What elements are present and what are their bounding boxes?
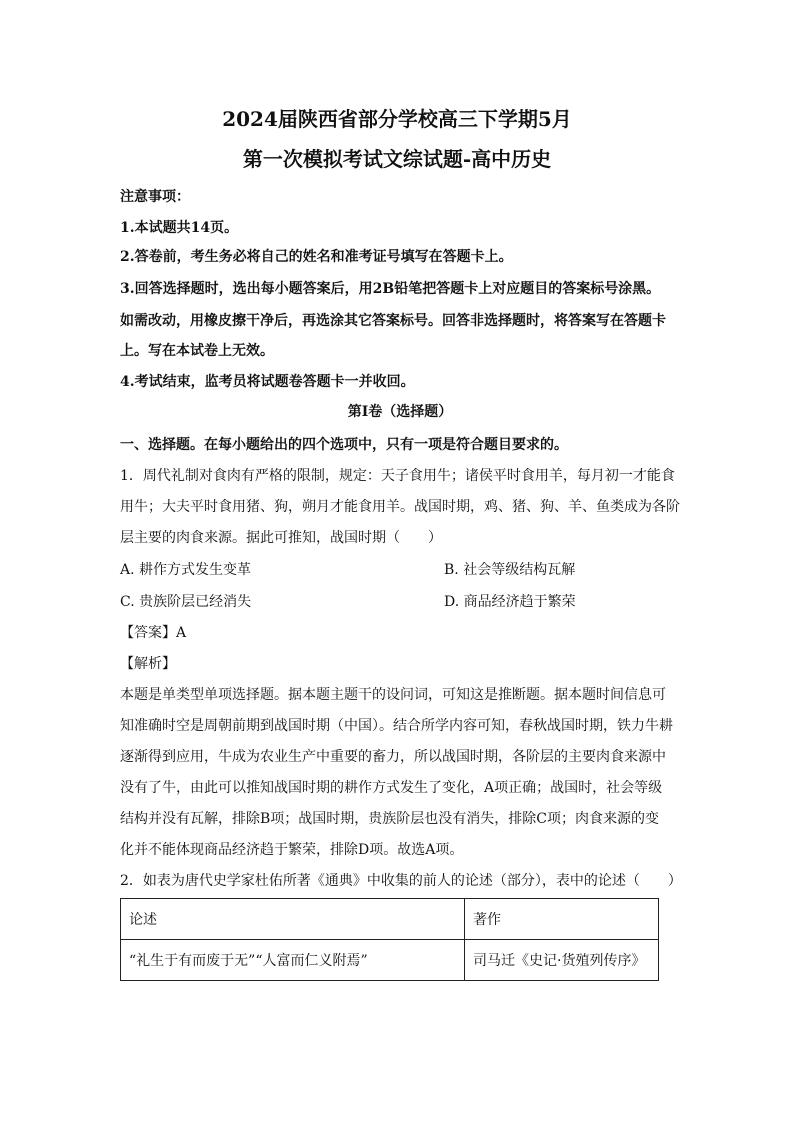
notice-item-continued: 上。写在本试卷上无效。 <box>120 343 274 359</box>
notice-item: 3.回答选择题时，选出每小题答案后，用2B铅笔把答题卡上对应题目的答案标号涂黑。 <box>120 281 661 297</box>
q1-analysis-line: 化并不能体现商品经济趋于繁荣，排除D项。故选A项。 <box>120 842 464 858</box>
table-row <box>121 940 659 981</box>
q2-stem: 2．如表为唐代史学家杜佑所著《通典》中收集的前人的论述（部分），表中的论述（ ） <box>120 873 682 889</box>
q1-analysis-line: 结构并没有瓦解，排除B项；战国时期，贵族阶层也没有消失，排除C项；肉食来源的变 <box>120 811 659 827</box>
q1-option-c: C. 贵族阶层已经消失 <box>120 594 252 610</box>
exam-title-line1: 2024届陕西省部分学校高三下学期5月 <box>222 107 572 131</box>
q1-analysis-label: 【解析】 <box>120 656 176 672</box>
table-header-row <box>121 899 659 940</box>
q1-analysis-line: 知准确时空是周朝前期到战国时期（中国）。结合所学内容可知，春秋战国时期，铁力牛耕 <box>120 718 673 734</box>
q1-stem-line: 层主要的肉食来源。据此可推知，战国时期（ ） <box>120 530 442 546</box>
notice-heading: 注意事项： <box>120 189 190 205</box>
q1-option-a: A. 耕作方式发生变革 <box>120 562 252 578</box>
q1-stem-line: 用牛；大夫平时食用猪、狗，朔月才能食用羊。战国时期，鸡、猪、狗、羊、鱼类成为各阶 <box>120 499 680 515</box>
q1-analysis-line: 本题是单类型单项选择题。据本题主题干的设问词，可知这是推断题。据本题时间信息可 <box>120 687 666 703</box>
notice-item: 1.本试题共14页。 <box>120 220 239 236</box>
notice-item: 4.考试结束，监考员将试题卷答题卡一并收回。 <box>120 374 415 390</box>
q1-analysis-line: 没有了牛，由此可以推知战国时期的耕作方式发生了变化，A项正确；战国时，社会等级 <box>120 780 663 796</box>
q1-answer: 【答案】A <box>120 625 187 641</box>
section-instruction: 一、选择题。在每小题给出的四个选项中，只有一项是符合题目要求的。 <box>120 437 568 453</box>
q1-stem-line: 1．周代礼制对食肉有严格的限制，规定：天子食用牛；诸侯平时食用羊，每月初一才能食 <box>120 468 675 484</box>
notice-item: 2.答卷前，考生务必将自己的姓名和准考证号填写在答题卡上。 <box>120 249 513 265</box>
exam-title-line2: 第一次模拟考试文综试题-高中历史 <box>242 147 552 171</box>
table-cell: “礼生于有而废于无”“人富而仁义附焉” <box>121 940 465 981</box>
q1-option-d: D. 商品经济趋于繁荣 <box>444 594 576 610</box>
notice-item-continued: 如需改动，用橡皮擦干净后，再选涂其它答案标号。回答非选择题时，将答案写在答题卡 <box>120 313 666 329</box>
table-header-cell: 论述 <box>121 899 465 940</box>
q1-analysis-line: 逐渐得到应用，牛成为农业生产中重要的畜力，所以战国时期，各阶层的主要肉食来源中 <box>120 749 666 765</box>
volume-heading: 第Ⅰ卷（选择题） <box>347 404 453 420</box>
table-cell: 司马迁《史记·货殖列传序》 <box>465 940 659 981</box>
q2-table <box>120 898 659 981</box>
q1-option-b: B. 社会等级结构瓦解 <box>444 562 576 578</box>
table-header-cell: 著作 <box>465 899 659 940</box>
